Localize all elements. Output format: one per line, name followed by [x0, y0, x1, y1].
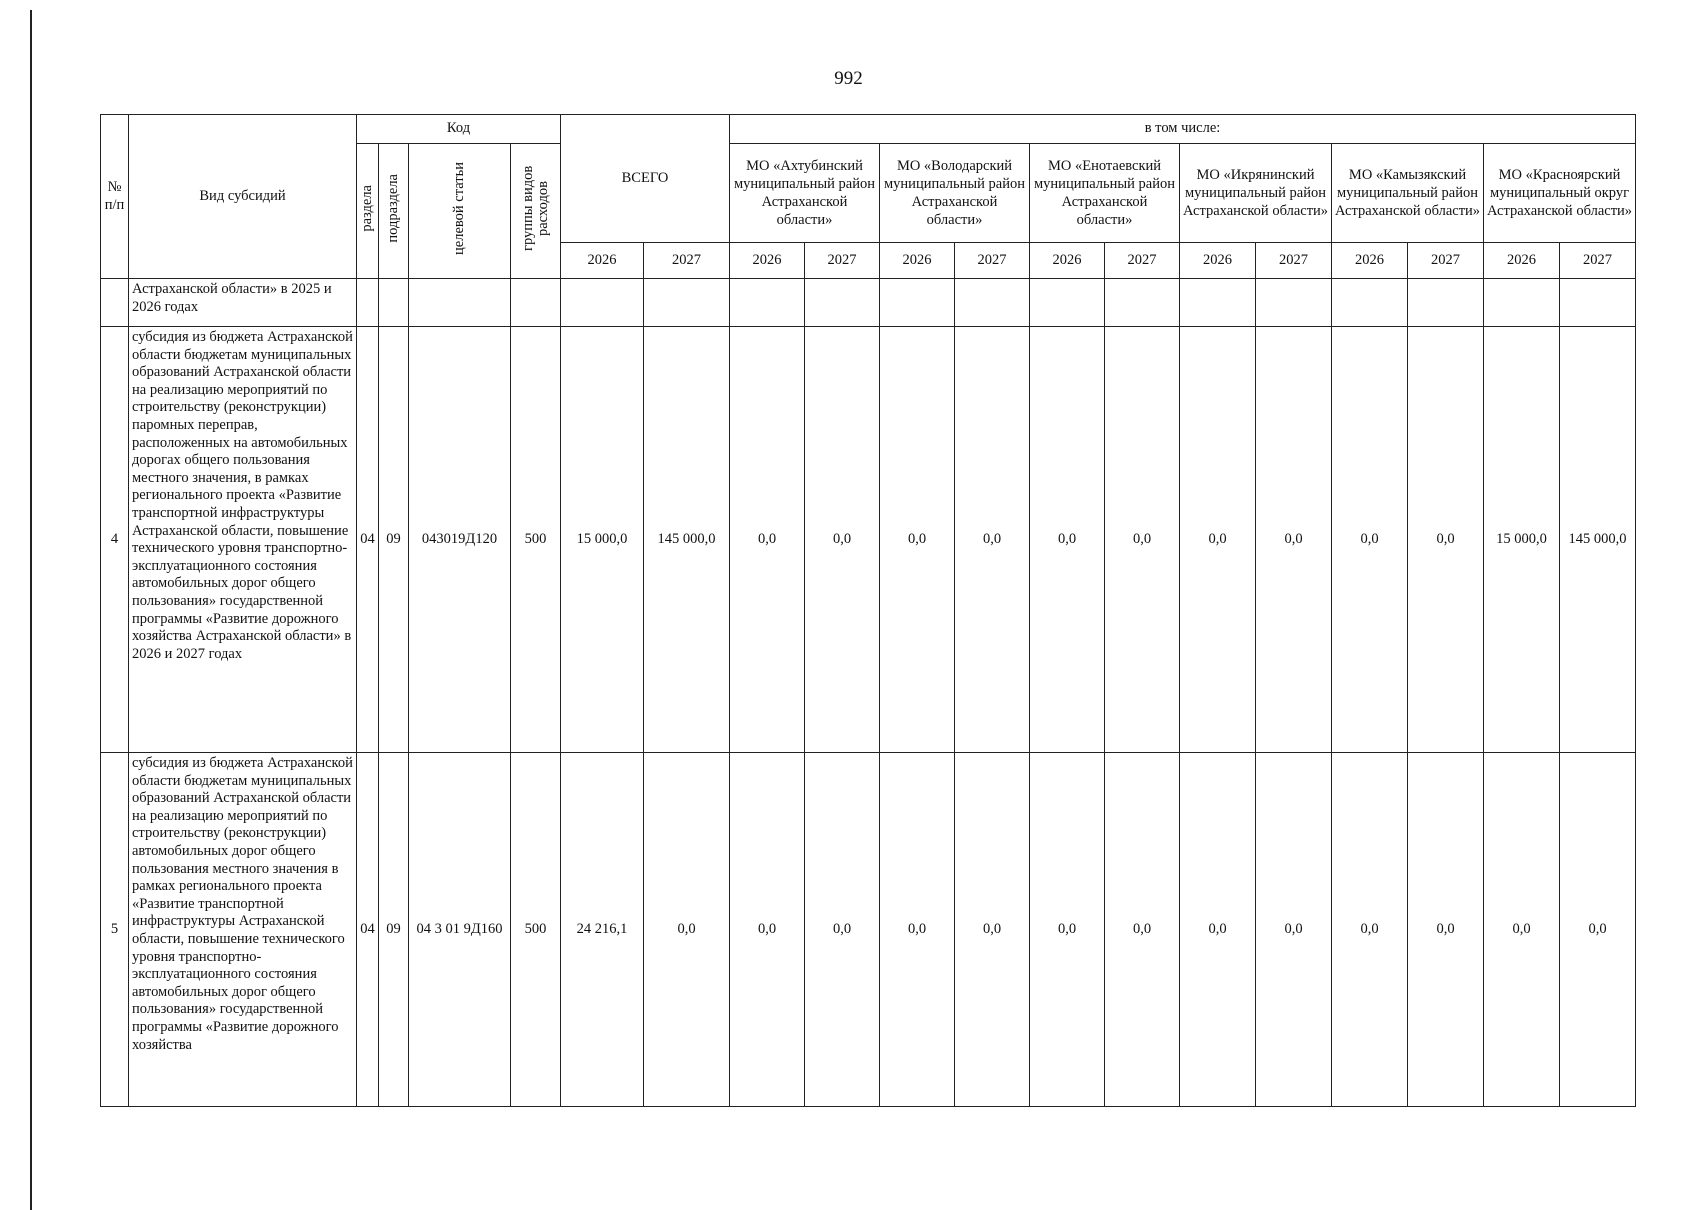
row-akhtubinsky-2027 — [805, 279, 880, 327]
header-mun-kamyzyaksky: МО «Камызякский муниципальный район Астраханской области» — [1332, 144, 1484, 243]
row-krasnoyarsky-2027 — [1560, 279, 1636, 327]
row-akhtubinsky-2026 — [730, 279, 805, 327]
row-volodarsky-2026: 0,0 — [880, 753, 955, 1107]
header-v-tom-chisle: в том числе: — [730, 115, 1636, 144]
header-kod-podrazdel — [379, 144, 409, 279]
header-year-vsego-2026: 2026 — [561, 243, 644, 279]
row-description: субсидия из бюджета Астраханской области бюджетам муниципальных образований Астраханской области на реализацию мероприятий по строительству (реконструкции) автомобильных дорог общего пользования местного значения в рамках регионального проекта «Развитие транспортной инфраструктуры Астраханской области, повышение технического уровня транспортно-эксплуатационного состояния автомобильных дорог общего пользования» государственной программы «Развитие дорожного хозяйства — [129, 753, 357, 1107]
header-year-kamyzyaksky-2027: 2027 — [1408, 243, 1484, 279]
row-krasnoyarsky-2027: 145 000,0 — [1560, 327, 1636, 753]
row-kamyzyaksky-2026: 0,0 — [1332, 753, 1408, 1107]
header-mun-akhtubinsky: МО «Ахтубинский муниципальный район Астраханской области» — [730, 144, 880, 243]
row-celevaya — [409, 279, 511, 327]
row-ikryaninsky-2027: 0,0 — [1256, 753, 1332, 1107]
header-vsego: ВСЕГО — [561, 115, 730, 243]
row-vsego-2026: 15 000,0 — [561, 327, 644, 753]
header-kod-celevaya-label: целевой статьи — [451, 161, 467, 255]
header-year-vsego-2027: 2027 — [644, 243, 730, 279]
row-description: субсидия из бюджета Астраханской области бюджетам муниципальных образований Астраханской области на реализацию мероприятий по строительству (реконструкции) паромных переправ, расположенных на автомобильных дорогах общего пользования местного значения, в рамках регионального проекта «Развитие транспортной инфраструктуры Астраханской области, повышение технического уровня транспортно-эксплуатационного состояния автомобильных дорог общего пользования» государственной программы «Развитие дорожного хозяйства Астраханской области» в 2026 и 2027 годах — [129, 327, 357, 753]
row-vsego-2026: 24 216,1 — [561, 753, 644, 1107]
header-year-ikryaninsky-2026: 2026 — [1180, 243, 1256, 279]
row-enotaevsky-2026 — [1030, 279, 1105, 327]
row-krasnoyarsky-2026: 0,0 — [1484, 753, 1560, 1107]
table-row — [101, 327, 1636, 753]
row-akhtubinsky-2026: 0,0 — [730, 753, 805, 1107]
row-volodarsky-2027: 0,0 — [955, 327, 1030, 753]
row-gruppa: 500 — [511, 327, 561, 753]
row-podrazdel: 09 — [379, 753, 409, 1107]
header-kod-gruppa — [511, 144, 561, 279]
header-kod-podrazdel-label: подраздела — [385, 173, 401, 243]
page-number: 992 — [834, 68, 863, 89]
header-year-volodarsky-2027: 2027 — [955, 243, 1030, 279]
row-razdel: 04 — [357, 753, 379, 1107]
row-razdel: 04 — [357, 327, 379, 753]
row-volodarsky-2027 — [955, 279, 1030, 327]
row-krasnoyarsky-2026: 15 000,0 — [1484, 327, 1560, 753]
row-kamyzyaksky-2027 — [1408, 279, 1484, 327]
row-volodarsky-2026: 0,0 — [880, 327, 955, 753]
header-year-volodarsky-2026: 2026 — [880, 243, 955, 279]
row-volodarsky-2026 — [880, 279, 955, 327]
header-year-akhtubinsky-2026: 2026 — [730, 243, 805, 279]
row-volodarsky-2027: 0,0 — [955, 753, 1030, 1107]
row-ikryaninsky-2026: 0,0 — [1180, 327, 1256, 753]
row-kamyzyaksky-2026 — [1332, 279, 1408, 327]
row-ikryaninsky-2026: 0,0 — [1180, 753, 1256, 1107]
row-enotaevsky-2027 — [1105, 279, 1180, 327]
table-row — [101, 753, 1636, 1107]
row-ikryaninsky-2026 — [1180, 279, 1256, 327]
header-kod-celevaya — [409, 144, 511, 279]
page-margin-line — [30, 10, 32, 1210]
row-gruppa: 500 — [511, 753, 561, 1107]
row-vsego-2026 — [561, 279, 644, 327]
row-akhtubinsky-2027: 0,0 — [805, 753, 880, 1107]
row-akhtubinsky-2026: 0,0 — [730, 327, 805, 753]
subsidy-table — [100, 114, 1636, 1107]
header-vid-subsidiy: Вид субсидий — [129, 115, 357, 279]
row-vsego-2027: 145 000,0 — [644, 327, 730, 753]
row-gruppa — [511, 279, 561, 327]
header-kod: Код — [357, 115, 561, 144]
subsidy-table-wrapper — [100, 114, 1636, 1107]
row-no — [101, 279, 129, 327]
row-podrazdel — [379, 279, 409, 327]
header-kod-razdel — [357, 144, 379, 279]
header-mun-krasnoyarsky: МО «Красноярский муниципальный округ Астраханской области» — [1484, 144, 1636, 243]
header-kod-razdel-label: раздела — [359, 184, 375, 232]
row-vsego-2027 — [644, 279, 730, 327]
row-no: 5 — [101, 753, 129, 1107]
row-no: 4 — [101, 327, 129, 753]
row-celevaya: 04 3 01 9Д160 — [409, 753, 511, 1107]
header-mun-ikryaninsky: МО «Икрянинский муниципальный район Астраханской области» — [1180, 144, 1332, 243]
row-enotaevsky-2026: 0,0 — [1030, 327, 1105, 753]
row-description: Астраханской области» в 2025 и 2026 годах — [129, 279, 357, 327]
header-mun-volodarsky: МО «Володарский муниципальный район Астраханской области» — [880, 144, 1030, 243]
header-year-kamyzyaksky-2026: 2026 — [1332, 243, 1408, 279]
row-enotaevsky-2027: 0,0 — [1105, 327, 1180, 753]
row-podrazdel: 09 — [379, 327, 409, 753]
row-enotaevsky-2026: 0,0 — [1030, 753, 1105, 1107]
header-year-ikryaninsky-2027: 2027 — [1256, 243, 1332, 279]
row-krasnoyarsky-2026 — [1484, 279, 1560, 327]
row-akhtubinsky-2027: 0,0 — [805, 327, 880, 753]
row-vsego-2027: 0,0 — [644, 753, 730, 1107]
table-row — [101, 279, 1636, 327]
row-kamyzyaksky-2026: 0,0 — [1332, 327, 1408, 753]
row-ikryaninsky-2027: 0,0 — [1256, 327, 1332, 753]
row-krasnoyarsky-2027: 0,0 — [1560, 753, 1636, 1107]
row-razdel — [357, 279, 379, 327]
header-year-krasnoyarsky-2026: 2026 — [1484, 243, 1560, 279]
row-ikryaninsky-2027 — [1256, 279, 1332, 327]
header-kod-gruppa-label: группы видов расходов — [519, 165, 551, 251]
header-year-enotaevsky-2027: 2027 — [1105, 243, 1180, 279]
row-enotaevsky-2027: 0,0 — [1105, 753, 1180, 1107]
row-celevaya: 043019Д120 — [409, 327, 511, 753]
header-year-enotaevsky-2026: 2026 — [1030, 243, 1105, 279]
header-no: № п/п — [101, 115, 129, 279]
header-year-krasnoyarsky-2027: 2027 — [1560, 243, 1636, 279]
header-mun-enotaevsky: МО «Енотаевский муниципальный район Астраханской области» — [1030, 144, 1180, 243]
row-kamyzyaksky-2027: 0,0 — [1408, 753, 1484, 1107]
header-year-akhtubinsky-2027: 2027 — [805, 243, 880, 279]
row-kamyzyaksky-2027: 0,0 — [1408, 327, 1484, 753]
